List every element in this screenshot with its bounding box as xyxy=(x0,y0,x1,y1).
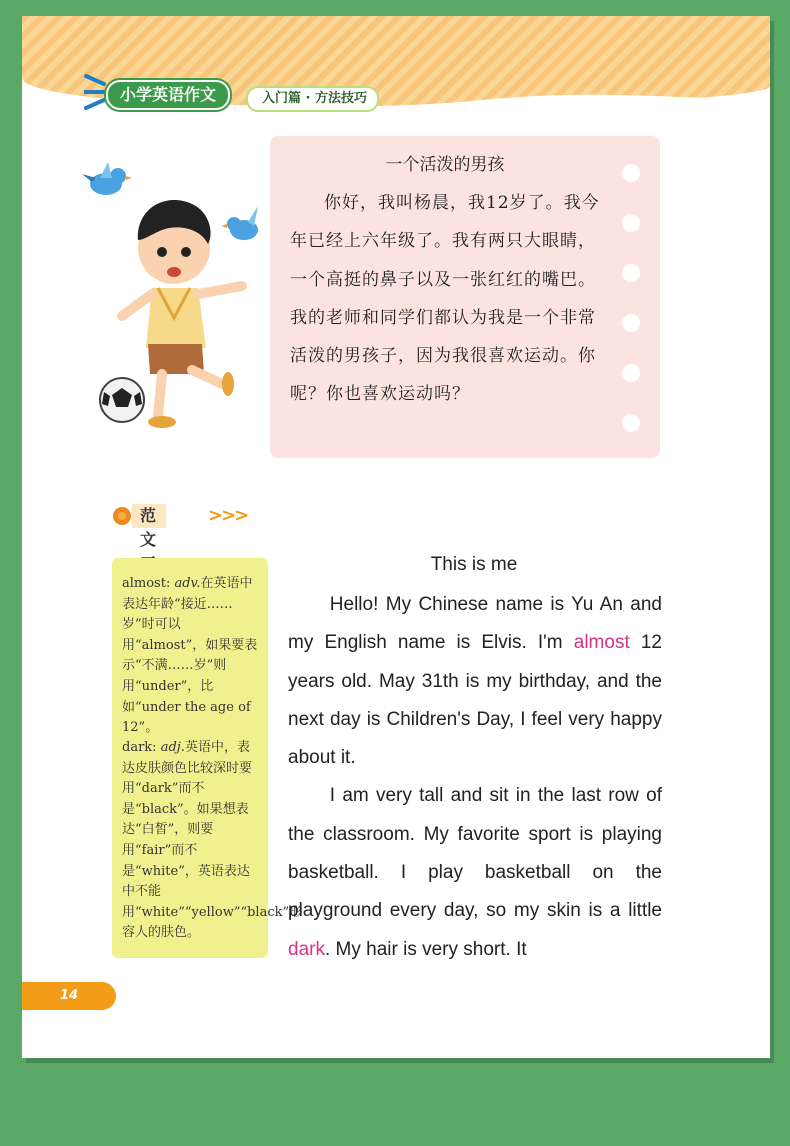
subtitle-badge: 入门篇 · 方法技巧 xyxy=(246,86,379,112)
section-label: 范文 xyxy=(132,504,166,528)
english-sample-title: This is me xyxy=(430,554,518,575)
note-almost-text: 在英语中表达年龄“接近……岁”时可以用“almost”，如果要表示“不满……岁”则用“under”，比如“under the age of 12”。 xyxy=(122,576,258,736)
note-dark-text: 英语中，表达皮肤颜色比较深时要用“dark”而不是“black”。如果想表达“白皙”，则要用“fair”而不是“white”，英语表达中不能用“white”“yellow”“black”形容人的肤色。 xyxy=(122,740,303,941)
bird-icon xyxy=(221,206,258,240)
note-almost-pos: adv. xyxy=(174,576,201,591)
badge-lines-icon xyxy=(84,72,108,112)
paragraph-1-text-b: 12 years old. May 31th is my birthday, and the next day is Children's Day, I feel very happy about it. xyxy=(288,632,662,769)
english-sample-body xyxy=(288,586,662,969)
chinese-sample-title: 一个活泼的男孩 xyxy=(385,155,505,175)
paragraph-1-text-a: Hello! My Chinese name is Yu An and my English name is Elvis. I'm xyxy=(288,594,662,654)
english-paragraph-2 xyxy=(288,777,662,968)
note-dark: dark: adj.英语中，表达皮肤颜色比较深时要用“dark”而不是“black”。如果想表达“白皙”，则要用“fair”而不是“white”，英语表达中不能用“white”“yellow”“black”形容人的肤色。 xyxy=(122,740,303,941)
vocabulary-note-box xyxy=(112,558,303,958)
paragraph-2-text-a: I am very tall and sit in the last row of the classroom. My favorite sport is playing basketball. I play basketball on the playground every day, so my skin is a little xyxy=(288,785,662,922)
card-holes xyxy=(622,164,640,464)
note-dark-pos: adj. xyxy=(160,740,185,755)
chinese-sample-card xyxy=(270,136,660,458)
boy-illustration xyxy=(82,148,262,438)
note-dark-word: dark xyxy=(122,740,153,755)
series-title-badge: 小学英语作文 xyxy=(106,80,230,110)
note-almost: almost: adv.在英语中表达年龄“接近……岁”时可以用“almost”，如果要表示“不满……岁”则用“under”，比如“under the age of 12”。 xyxy=(122,576,258,736)
soccer-ball-icon xyxy=(100,378,144,422)
section-arrows-icon: >>> xyxy=(208,505,248,526)
highlight-almost: almost xyxy=(573,632,630,654)
flower-icon xyxy=(112,506,132,526)
highlight-dark: dark xyxy=(288,938,325,960)
chinese-sample-body: 你好，我叫杨晨，我12岁了。我今年已经上六年级了。我有两只大眼睛，一个高挺的鼻子以及一张红红的嘴巴。我的老师和同学们都认为我是一个非常活泼的男孩子，因为我很喜欢运动。你呢？你也喜欢运动吗？ xyxy=(290,193,600,405)
paragraph-2-text-b: . My hair is very short. It xyxy=(324,938,527,960)
page-number: 14 xyxy=(22,982,116,1010)
book-page xyxy=(22,16,770,1058)
bird-icon xyxy=(82,162,132,195)
note-almost-word: almost xyxy=(122,576,166,591)
english-paragraph-1 xyxy=(288,586,662,777)
